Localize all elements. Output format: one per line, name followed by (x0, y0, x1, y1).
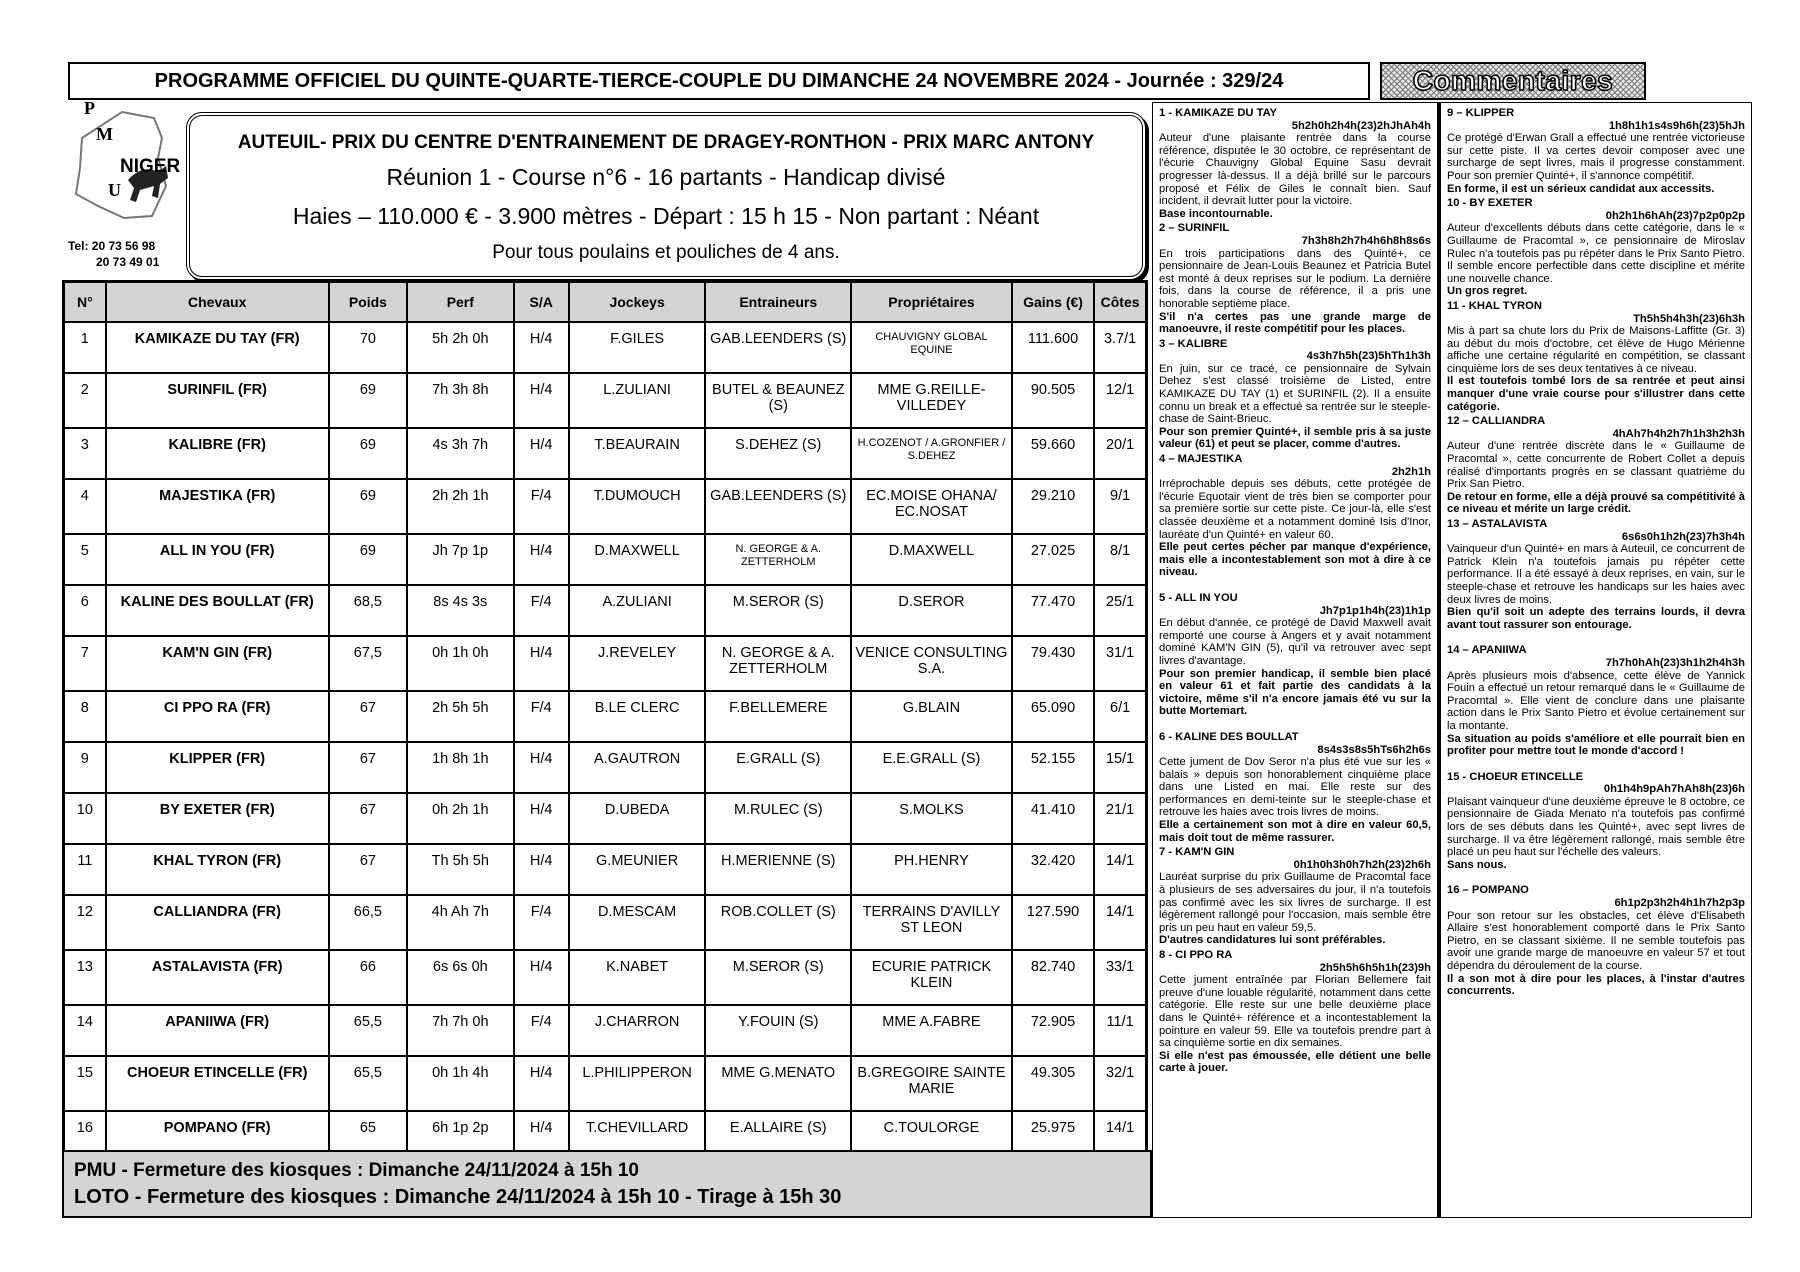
table-cell: H/4 (514, 636, 569, 691)
commentary-title-text: Commentaires (1412, 65, 1614, 96)
table-cell: 4s 3h 7h (407, 428, 513, 479)
table-cell: 25.975 (1012, 1111, 1094, 1163)
commentary-horse-name: 2 – SURINFIL (1159, 222, 1230, 235)
table-cell: 0h 2h 1h (407, 793, 513, 844)
commentary-text: En juin, sur ce tracé, ce pensionnaire de Sylvain Dehez s'est classé troisième de Listed, entre KAMIKAZE DU TAY (1) et SURINFIL (2). Il a ensuite connu un break et a effectué sa rentrée sur le steeple-chase de Saint-Brieuc. (1159, 362, 1431, 426)
table-cell: 0h 1h 4h (407, 1056, 513, 1111)
table-cell: 67,5 (329, 636, 407, 691)
commentary-entry (1159, 949, 1431, 1075)
table-cell: A.ZULIANI (569, 585, 706, 636)
table-cell: C.TOULORGE (851, 1111, 1012, 1163)
commentary-horse-name: 16 – POMPANO (1447, 884, 1529, 897)
table-cell: T.CHEVILLARD (569, 1111, 706, 1163)
table-cell: B.LE CLERC (569, 691, 706, 742)
table-cell: 4h Ah 7h (407, 895, 513, 950)
table-cell: 65.090 (1012, 691, 1094, 742)
commentary-verdict: S'il n'a certes pas une grande marge de manoeuvre, il reste compétitif pour les places. (1159, 310, 1431, 336)
table-cell: H/4 (514, 534, 569, 585)
table-cell: ASTALAVISTA (FR) (106, 950, 329, 1005)
table-cell: Jh 7p 1p (407, 534, 513, 585)
table-row (64, 793, 1147, 844)
commentary-horse-name: 12 – CALLIANDRA (1447, 415, 1546, 428)
commentary-form: 0h1h4h9pAh7hAh8h(23)6h (1603, 783, 1745, 796)
table-cell: 29.210 (1012, 479, 1094, 534)
table-cell: SURINFIL (FR) (106, 373, 329, 428)
table-cell: MME G.MENATO (705, 1056, 851, 1111)
race-name: AUTEUIL- PRIX DU CENTRE D'ENTRAINEMENT DE DRAGEY-RONTHON - PRIX MARC ANTONY (237, 132, 1095, 153)
table-cell: 3 (64, 428, 106, 479)
commentary-text: Irréprochable depuis ses débuts, cette protégée de l'écurie Equotair vient de très bien se comporter pour sa première sortie sur cette piste. Ce jour-là, elle s'est classée deuxième et a notamment dominé Isis d'Inor, lauréate d'un Quinté+ en valeur 60. (1159, 478, 1431, 541)
commentary-text: Auteur d'excellents débuts dans cette catégorie, dans le « Guillaume de Pracomtal », ce pensionnaire de Miroslav Rulec n'a toutefois pas pu répéter dans le Prix Santo Pietro. Il semble encore perfectible dans cette discipline et mérite une nouvelle chance. (1447, 222, 1745, 285)
table-cell: F/4 (514, 585, 569, 636)
table-cell: CI PPO RA (FR) (106, 691, 329, 742)
commentary-horse-name: 13 – ASTALAVISTA (1447, 518, 1548, 530)
table-cell: N. GEORGE & A. ZETTERHOLM (705, 534, 851, 585)
table-cell: PH.HENRY (851, 844, 1012, 895)
table-cell: POMPANO (FR) (106, 1111, 329, 1163)
table-cell: E.GRALL (S) (705, 742, 851, 793)
table-cell: 14/1 (1094, 844, 1146, 895)
table-cell: 65,5 (329, 1056, 407, 1111)
table-cell: 0h 1h 0h (407, 636, 513, 691)
table-cell: 6s 6s 0h (407, 950, 513, 1005)
table-cell: 66,5 (329, 895, 407, 950)
commentary-horse-name: 8 - CI PPO RA (1159, 949, 1233, 961)
table-cell: T.BEAURAIN (569, 428, 706, 479)
table-cell: 72.905 (1012, 1005, 1094, 1056)
commentary-text: Plaisant vainqueur d'une deuxième épreuve le 8 octobre, ce pensionnaire de Giada Menato n'a toutefois pas confirmé lors de ses débuts dans les Quinté+, avec sept livres de surcharge. Il va être légèrement rallongé, mais semble être placé un peu haut sur l'échelle des valeurs. (1447, 795, 1745, 859)
commentary-verdict: Il a son mot à dire pour les places, à l'instar d'autres concurrents. (1447, 972, 1745, 998)
commentary-verdict: Sa situation au poids s'améliore et elle pourrait bien en profiter pour mettre tout le monde d'accord ! (1447, 732, 1745, 758)
commentary-text: Ce protégé d'Erwan Grall a effectué une rentrée victorieuse sur cette piste. Il va certes devoir composer avec une surcharge de sept livres, mais il progresse constamment. Pour son premier Quinté+, il s'annonce compétitif. (1447, 132, 1745, 182)
table-cell: 1h 8h 1h (407, 742, 513, 793)
commentary-verdict: D'autres candidatures lui sont préférables. (1159, 934, 1386, 947)
table-cell: H/4 (514, 793, 569, 844)
commentary-verdict: Pour son premier Quinté+, il semble pris à sa juste valeur (61) et peut se placer, comme d'autres. (1159, 425, 1431, 451)
table-cell: 14 (64, 1005, 106, 1056)
table-cell: 69 (329, 428, 407, 479)
spacer (1447, 633, 1745, 644)
table-cell: 7h 7h 0h (407, 1005, 513, 1056)
commentary-text: Mis à part sa chute lors du Prix de Maisons-Laffitte (Gr. 3) au début du mois d'octobre, cet élève de Hugo Mérienne affiche une certaine régularité en compétition, se classant cinquième lors de ses deux tentatives à ce niveau. (1447, 325, 1745, 375)
table-cell: KHAL TYRON (FR) (106, 844, 329, 895)
table-row (64, 1005, 1147, 1056)
table-cell: 4 (64, 479, 106, 534)
table-cell: 11 (64, 844, 106, 895)
commentary-entry (1447, 771, 1745, 872)
table-cell: 79.430 (1012, 636, 1094, 691)
table-cell: ALL IN YOU (FR) (106, 534, 329, 585)
closing-times-footer (62, 1150, 1152, 1218)
table-cell: 13 (64, 950, 106, 1005)
table-body (64, 322, 1147, 1163)
table-cell: D.MAXWELL (851, 534, 1012, 585)
table-cell: 11/1 (1094, 1005, 1146, 1056)
table-cell: MME G.REILLE-VILLEDEY (851, 373, 1012, 428)
table-cell: 67 (329, 844, 407, 895)
commentary-text: Auteur d'une rentrée discrète dans le « Guillaume de Pracomtal », cette concurrente de Robert Collet a depuis réalisé d'importants progrès en se classant quatrième du Prix San Pietro. (1447, 440, 1745, 491)
table-cell: 90.505 (1012, 373, 1094, 428)
table-cell: 12 (64, 895, 106, 950)
commentary-verdict: Sans nous. (1447, 858, 1507, 871)
table-cell: B.GREGOIRE SAINTE MARIE (851, 1056, 1012, 1111)
commentary-entry (1159, 338, 1431, 451)
table-cell: 15 (64, 1056, 106, 1111)
table-row (64, 950, 1147, 1005)
table-cell: 67 (329, 691, 407, 742)
table-cell: 82.740 (1012, 950, 1094, 1005)
commentary-horse-name: 9 – KLIPPER (1447, 107, 1515, 119)
commentary-entry (1159, 846, 1431, 947)
table-cell: A.GAUTRON (569, 742, 706, 793)
table-cell: BY EXETER (FR) (106, 793, 329, 844)
column-header: Entraineurs (705, 282, 851, 323)
table-cell: D.MAXWELL (569, 534, 706, 585)
commentary-entry (1447, 197, 1745, 298)
table-cell: S.MOLKS (851, 793, 1012, 844)
table-cell: MME A.FABRE (851, 1005, 1012, 1056)
logo-letter-m: M (96, 124, 113, 144)
column-header: S/A (514, 282, 569, 323)
telephone-line-2: 20 73 49 01 (96, 255, 160, 269)
table-row (64, 844, 1147, 895)
table-cell: 68,5 (329, 585, 407, 636)
commentary-form: Th5h5h4h3h(23)6h3h (1633, 312, 1745, 325)
commentary-entry (1159, 731, 1431, 844)
commentary-horse-name: 4 – MAJESTIKA (1159, 453, 1243, 466)
table-cell: 52.155 (1012, 742, 1094, 793)
column-header: Jockeys (569, 282, 706, 323)
table-cell: 69 (329, 373, 407, 428)
commentary-form: 7h7h0hAh(23)3h1h2h4h3h (1605, 656, 1745, 669)
commentary-entry (1447, 300, 1745, 413)
race-conditions: Pour tous poulains et pouliches de 4 ans. (492, 242, 840, 263)
commentary-verdict: Il est toutefois tombé lors de sa rentrée et peut ainsi manquer d'une vraie course pour s'illustrer dans cette catégorie. (1447, 375, 1745, 413)
table-cell: 69 (329, 479, 407, 534)
commentary-horse-name: 6 - KALINE DES BOULLAT (1159, 730, 1299, 743)
table-cell: H/4 (514, 1056, 569, 1111)
table-cell: 20/1 (1094, 428, 1146, 479)
table-cell: GAB.LEENDERS (S) (705, 322, 851, 373)
commentary-text: En début d'année, ce protégé de David Maxwell avait remporté une course à Angers et y avait notamment dominé KAM'N GIN (5), qu'il va retrouver avec sept livres d'avantage. (1159, 617, 1431, 667)
logo-letter-p: P (84, 98, 95, 118)
table-cell: 6/1 (1094, 691, 1146, 742)
commentary-verdict: Elle a certainement son mot à dire en valeur 60,5, mais doit tout de même rassurer. (1159, 819, 1431, 844)
table-cell: F.GILES (569, 322, 706, 373)
table-cell: EC.MOISE OHANA/ EC.NOSAT (851, 479, 1012, 534)
table-cell: GAB.LEENDERS (S) (705, 479, 851, 534)
table-cell: 7 (64, 636, 106, 691)
table-cell: 67 (329, 742, 407, 793)
table-cell: F/4 (514, 691, 569, 742)
commentary-entry (1447, 518, 1745, 631)
table-cell: 77.470 (1012, 585, 1094, 636)
table-cell: F.BELLEMERE (705, 691, 851, 742)
commentary-entry (1159, 222, 1431, 335)
commentary-entry (1447, 415, 1745, 516)
table-cell: TERRAINS D'AVILLY ST LEON (851, 895, 1012, 950)
commentary-horse-name: 11 - KHAL TYRON (1447, 299, 1542, 312)
telephone-block (68, 238, 188, 270)
table-cell: 9 (64, 742, 106, 793)
table-cell: H/4 (514, 373, 569, 428)
commentary-text: Pour son retour sur les obstacles, cet élève d'Elisabeth Allaire s'est honorablement comporté dans le Prix Santo Pietro, en se classant sixième. Il ne semble toutefois pas avoir une grande marge de manoeuvre en valeur 57 et tout dépendra du déroulement de la course. (1447, 909, 1745, 972)
column-header: Gains (€) (1012, 282, 1094, 323)
table-cell: CHOEUR ETINCELLE (FR) (106, 1056, 329, 1111)
commentary-verdict: Base incontournable. (1159, 207, 1273, 220)
table-cell: F/4 (514, 1005, 569, 1056)
commentary-text: Vainqueur d'un Quinté+ en mars à Auteuil, ce concurrent de Patrick Klein n'a toutefois jamais pu répéter cette performance. Il a été essayé à deux reprises, en vain, sur le steeple-chase et retrouve les handicaps sur les haies avec deux livres de moins. (1447, 543, 1745, 606)
commentary-text: Auteur d'une plaisante rentrée dans la course référence, disputée le 30 octobre, ce représentant de l'écurie Chauvigny Global Equine Sasu devrait progresser là-dessus. Il a déjà brillé sur le parcours proposé et Félix de Giles le connaît bien. Sauf incident, il devrait lutter pour la victoire. (1159, 132, 1431, 208)
table-cell: KAMIKAZE DU TAY (FR) (106, 322, 329, 373)
table-cell: 2h 2h 1h (407, 479, 513, 534)
table-cell: E.ALLAIRE (S) (705, 1111, 851, 1163)
table-cell: H.COZENOT / A.GRONFIER / S.DEHEZ (851, 428, 1012, 479)
commentary-verdict: Un gros regret. (1447, 285, 1528, 298)
table-cell: CALLIANDRA (FR) (106, 895, 329, 950)
table-cell: KAM'N GIN (FR) (106, 636, 329, 691)
commentary-form: 4hAh7h4h2h7h1h3h2h3h (1612, 427, 1745, 440)
loto-closing-line: LOTO - Fermeture des kiosques : Dimanche 24/11/2024 à 15h 10 - Tirage à 15h 30 (74, 1186, 842, 1208)
logo-letter-u: U (108, 180, 121, 200)
table-cell: N. GEORGE & A. ZETTERHOLM (705, 636, 851, 691)
logo-niger-text: NIGER (120, 156, 181, 177)
commentary-form: 6s6s0h1h2h(23)7h3h4h (1621, 530, 1745, 543)
table-cell: H.MERIENNE (S) (705, 844, 851, 895)
table-cell: D.UBEDA (569, 793, 706, 844)
commentary-form: 1h8h1h1s4s9h6h(23)5hJh (1608, 119, 1745, 132)
commentary-form: 2h5h5h6h5h1h(23)9h (1319, 961, 1431, 974)
commentary-title (1380, 62, 1646, 100)
table-cell: VENICE CONSULTING S.A. (851, 636, 1012, 691)
table-row (64, 322, 1147, 373)
table-cell: 7h 3h 8h (407, 373, 513, 428)
telephone-line-1: Tel: 20 73 56 98 (68, 239, 156, 253)
pmu-closing-line: PMU - Fermeture des kiosques : Dimanche 24/11/2024 à 15h 10 (74, 1160, 639, 1181)
table-cell: 2 (64, 373, 106, 428)
commentary-form: 7h3h8h2h7h4h6h8h8s6s (1301, 234, 1431, 247)
commentary-form: 5h2h0h2h4h(23)2hJhAh4h (1291, 119, 1431, 132)
race-meeting: Réunion 1 - Course n°6 - 16 partants - Handicap divisé (386, 164, 946, 190)
table-cell: MAJESTIKA (FR) (106, 479, 329, 534)
table-cell: L.PHILIPPERON (569, 1056, 706, 1111)
table-row (64, 479, 1147, 534)
table-cell: KLIPPER (FR) (106, 742, 329, 793)
column-header: Chevaux (106, 282, 329, 323)
commentary-form: 4s3h7h5h(23)5hTh1h3h (1306, 350, 1431, 363)
table-cell: F/4 (514, 479, 569, 534)
commentary-form: 0h2h1h6hAh(23)7p2p0p2p (1605, 209, 1745, 222)
table-cell: 8/1 (1094, 534, 1146, 585)
table-cell: 33/1 (1094, 950, 1146, 1005)
table-cell: H/4 (514, 1111, 569, 1163)
table-cell: 41.410 (1012, 793, 1094, 844)
table-cell: H/4 (514, 428, 569, 479)
table-cell: 21/1 (1094, 793, 1146, 844)
table-cell: J.REVELEY (569, 636, 706, 691)
table-cell: 59.660 (1012, 428, 1094, 479)
table-row (64, 1056, 1147, 1111)
table-cell: 15/1 (1094, 742, 1146, 793)
commentary-text: Cette jument entraînée par Florian Bellemere fait preuve d'une louable régularité, notamment dans cette catégorie. Elle reste sur une belle deuxième place dans le Quinté+ référence et a incontestablement la pointure en valeur 59. Elle va toutefois prendre part à sa cinquième sortie en dix semaines. (1159, 974, 1431, 1050)
spacer (1447, 760, 1745, 771)
table-cell: D.SEROR (851, 585, 1012, 636)
table-row (64, 428, 1147, 479)
table-cell: 2h 5h 5h (407, 691, 513, 742)
commentary-form: Jh7p1p1h4h(23)1h1p (1319, 604, 1431, 617)
column-header: Propriétaires (851, 282, 1012, 323)
table-cell: 5 (64, 534, 106, 585)
table-cell: Y.FOUIN (S) (705, 1005, 851, 1056)
table-cell: 66 (329, 950, 407, 1005)
table-cell: 111.600 (1012, 322, 1094, 373)
table-cell: 32/1 (1094, 1056, 1146, 1111)
table-cell: 10 (64, 793, 106, 844)
commentary-verdict: Si elle n'est pas émoussée, elle détient une belle carte à jouer. (1159, 1049, 1431, 1075)
commentary-verdict: Bien qu'il soit un adepte des terrains lourds, il devra avant tout rassurer son entourage. (1447, 606, 1745, 631)
table-row (64, 742, 1147, 793)
commentary-entry (1447, 107, 1745, 195)
spacer (1447, 873, 1745, 884)
table-cell: ECURIE PATRICK KLEIN (851, 950, 1012, 1005)
table-cell: 16 (64, 1111, 106, 1163)
commentary-form: 8s4s3s8s5hTs6h2h6s (1317, 743, 1431, 756)
commentary-verdict: En forme, il est un sérieux candidat aux accessits. (1447, 182, 1715, 195)
commentary-horse-name: 7 - KAM'N GIN (1159, 846, 1235, 859)
table-cell: 3.7/1 (1094, 322, 1146, 373)
table-cell: 14/1 (1094, 1111, 1146, 1163)
table-cell: 6 (64, 585, 106, 636)
table-cell: H/4 (514, 844, 569, 895)
table-cell: S.DEHEZ (S) (705, 428, 851, 479)
table-cell: H/4 (514, 742, 569, 793)
race-info-box (186, 112, 1146, 280)
table-cell: 67 (329, 793, 407, 844)
commentary-text: Lauréat surprise du prix Guillaume de Pracomtal face à plusieurs de ses adversaires du jour, il n'a toutefois pas confirmé avec les six livres de surcharge. Il est légèrement rallongé pour l'occasion, mais semble être pris un peu haut en valeur 59,5. (1159, 871, 1431, 934)
page-title: PROGRAMME OFFICIEL DU QUINTE-QUARTE-TIERCE-COUPLE DU DIMANCHE 24 NOVEMBRE 2024 - Journée : 329/24 (68, 62, 1370, 100)
table-cell: F/4 (514, 895, 569, 950)
table-row (64, 585, 1147, 636)
commentary-horse-name: 3 – KALIBRE (1159, 337, 1228, 350)
commentary-horse-name: 15 - CHOEUR ETINCELLE (1447, 770, 1584, 783)
commentary-form: 2h2h1h (1391, 465, 1431, 478)
commentary-entry (1159, 592, 1431, 718)
commentary-column-right (1438, 102, 1752, 1218)
commentary-entry (1159, 453, 1431, 579)
table-header-row (64, 282, 1147, 323)
spacer (1159, 720, 1431, 731)
table-cell: BUTEL & BEAUNEZ (S) (705, 373, 851, 428)
table-cell: 1 (64, 322, 106, 373)
commentary-horse-name: 14 – APANIIWA (1447, 644, 1527, 657)
table-cell: G.BLAIN (851, 691, 1012, 742)
table-cell: 69 (329, 534, 407, 585)
column-header: Poids (329, 282, 407, 323)
commentary-form: 6h1p2p3h2h4h1h7h2p3p (1614, 897, 1745, 910)
table-cell: T.DUMOUCH (569, 479, 706, 534)
table-cell: H/4 (514, 322, 569, 373)
table-cell: 27.025 (1012, 534, 1094, 585)
table-row (64, 373, 1147, 428)
commentary-text: Cette jument de Dov Seror n'a plus été vue sur les « balais » depuis son honorablement cinquième place dans une Listed en mai. Elle reste sur des performances en demi-teinte sur le steeple-chase et retrouve les haies avec trois livres de moins. (1159, 756, 1431, 819)
table-cell: K.NABET (569, 950, 706, 1005)
table-cell: 32.420 (1012, 844, 1094, 895)
table-cell: KALIBRE (FR) (106, 428, 329, 479)
table-row (64, 895, 1147, 950)
table-cell: 65 (329, 1111, 407, 1163)
commentary-verdict: Elle peut certes pécher par manque d'expérience, mais elle a incontestablement son mot à dire à ce niveau. (1159, 541, 1431, 579)
commentary-horse-name: 1 - KAMIKAZE DU TAY (1159, 107, 1278, 119)
column-header: N° (64, 282, 106, 323)
commentary-text: Après plusieurs mois d'absence, cette élève de Yannick Fouin a effectué un retour remarqué dans le « Guillaume de Pracomtal ». Elle vient de conclure dans une plaisante action dans le Prix Santo Pietro et évolue certainement sur la montante. (1447, 669, 1745, 732)
table-cell: 9/1 (1094, 479, 1146, 534)
table-cell: E.E.GRALL (S) (851, 742, 1012, 793)
commentary-column-left (1152, 102, 1438, 1218)
table-cell: M.RULEC (S) (705, 793, 851, 844)
table-cell: 127.590 (1012, 895, 1094, 950)
table-cell: 6h 1p 2p (407, 1111, 513, 1163)
table-cell: 31/1 (1094, 636, 1146, 691)
table-cell: KALINE DES BOULLAT (FR) (106, 585, 329, 636)
table-cell: 70 (329, 322, 407, 373)
commentary-horse-name: 5 - ALL IN YOU (1159, 591, 1238, 604)
table-cell: Th 5h 5h (407, 844, 513, 895)
table-row (64, 636, 1147, 691)
commentary-verdict: Pour son premier handicap, il semble bien placé en valeur 61 et fait partie des candidats à la victoire, même s'il n'a encore jamais été vu sur la butte Mortemart. (1159, 667, 1431, 718)
table-cell: 5h 2h 0h (407, 322, 513, 373)
table-row (64, 534, 1147, 585)
table-cell: 8 (64, 691, 106, 742)
commentary-form: 0h1h0h3h0h7h2h(23)2h6h (1293, 858, 1431, 871)
spacer (1159, 581, 1431, 592)
commentary-entry (1159, 107, 1431, 220)
column-header: Perf (407, 282, 513, 323)
race-details: Haies – 110.000 € - 3.900 mètres - Départ : 15 h 15 - Non partant : Néant (292, 203, 1040, 229)
table-cell: 49.305 (1012, 1056, 1094, 1111)
table-cell: M.SEROR (S) (705, 585, 851, 636)
commentary-horse-name: 10 - BY EXETER (1447, 197, 1533, 210)
table-cell: 8s 4s 3s (407, 585, 513, 636)
table-cell: APANIIWA (FR) (106, 1005, 329, 1056)
table-cell: 65,5 (329, 1005, 407, 1056)
commentary-entry (1447, 884, 1745, 997)
commentary-text: En trois participations dans des Quinté+, ce pensionnaire de Jean-Louis Beaunez et Patricia Butel est monté à deux reprises sur le podium. La dernière fois, dans la course de référence, il a pris une honorable septième place. (1159, 247, 1431, 310)
table-cell: 25/1 (1094, 585, 1146, 636)
pmu-niger-logo (62, 98, 182, 238)
table-cell: M.SEROR (S) (705, 950, 851, 1005)
commentary-entry (1447, 644, 1745, 757)
commentary-verdict: De retour en forme, elle a déjà prouvé sa compétitivité à ce niveau et mérite un large crédit. (1447, 490, 1745, 516)
table-cell: H/4 (514, 950, 569, 1005)
table-cell: L.ZULIANI (569, 373, 706, 428)
table-cell: G.MEUNIER (569, 844, 706, 895)
table-cell: ROB.COLLET (S) (705, 895, 851, 950)
table-cell: 12/1 (1094, 373, 1146, 428)
table-cell: D.MESCAM (569, 895, 706, 950)
column-header: Côtes (1094, 282, 1146, 323)
runners-table (62, 280, 1148, 1164)
table-row (64, 691, 1147, 742)
table-cell: 14/1 (1094, 895, 1146, 950)
table-cell: J.CHARRON (569, 1005, 706, 1056)
table-cell: CHAUVIGNY GLOBAL EQUINE (851, 322, 1012, 373)
